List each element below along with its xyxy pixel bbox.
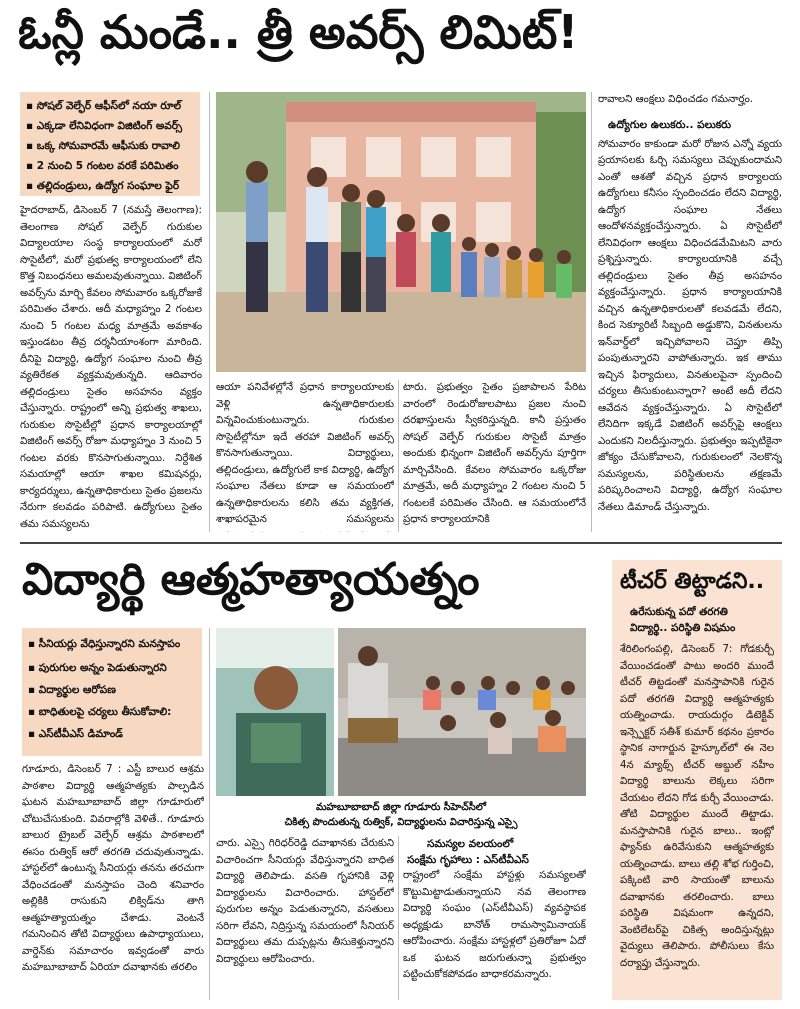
sidebar-bullet (620, 604, 774, 636)
story2-col1 (22, 762, 204, 1000)
story2-bullet-cont: ▪ ఎస్‌టీవీఎస్ డిమాండ్ (28, 724, 196, 744)
sidebar-body (620, 642, 774, 987)
story1-bullet: ▪ 2 నుంచి 5 గంటల వరకే పరిమితం (26, 156, 194, 176)
story2-bullets (22, 628, 202, 756)
story1-col3-text: టారు. ప్రభుత్వం సైతం ప్రజాపాలన పేరిట వారంలో రెండురోజులపాటు ప్రజల నుంచి దరఖాస్తులను స్వీకరిస్తున్నది. కానీ ప్రస్తుతం సోషల్ వెల్ఫేర్ గురుకుల సొసైటీ మాత్రం అందుకు భిన్నంగా విజిటింగ్ అవర్స్‌ను పూర్తిగా మార్చివేసింది. కేవలం సోమవారం ఒక్కరోజు మాత్రమే, అదీ మధ్యాహ్నం 2 గంటల నుంచి 5 గంటలకే పరిమితం చేసింది. ఆ సమయంలోనే ప్రధాన కార్యాలయానికి (403, 382, 586, 525)
story1-bullet: ▪ ఎక్కడా లేనివిధంగా విజిటింగ్ అవర్స్ (26, 116, 194, 136)
story2-col3-sub1: సమస్యల వలయంలో (427, 838, 514, 850)
column-divider (209, 628, 210, 1000)
story1-col2 (216, 380, 394, 532)
students-photo (216, 92, 586, 372)
sidebar-bullet-line1: ఉరేసుకున్న పదో తరగతి (630, 606, 728, 618)
photo-caption (216, 800, 586, 830)
story-separator (20, 542, 782, 544)
column-divider (398, 836, 399, 1000)
story2-headline: విద్యార్థి ఆత్మహత్యాయత్నం (22, 554, 480, 605)
story1-col2-text: ఆయా పనివేళల్లోనే ప్రధాన కార్యాలయాలకు వెళ్లి ఉన్నతాధికారులకు విన్నవించుకుంటున్నారు. గురుకుల సొసైటీల్లోనూ ఇదే తరహా విజిటింగ్ అవర్స్ కొనసాగుతున్నాయి. విద్యార్థులు, తల్లిదండ్రులు, ఉద్యోగులే కాక విద్యార్థి, ఉద్యోగ సంఘాల నేతలు కూడా ఆ సమయంలో ఉన్నతాధికారులను కలిసి తమ వ్యక్తిగత, శాఖాపరమైన సమస్యలను (216, 382, 394, 525)
story2-col1-text: గూడూరు, డిసెంబర్ 7 : ఎస్టీ బాలుర ఆశ్రమ పాఠశాల విద్యార్థి ఆత్మహత్యకు పాల్పడిన ఘటన మహబూబాబాద్ జిల్లా గూడూరులో చోటుచేసుకుంది. వివరాల్లోకి వెళితే.. గూడూరు బాలుర ట్రైబల్ వెల్ఫేర్ ఆశ్రమ పాఠశాలలో ఈసం రుత్విక్ ఆరో తరగతి చదువుతున్నాడు. హాస్టల్‌లో ఉంటున్న సీనియర్లు తనను తరచుగా వేధించడంతో మనస్తాపం చెంది శనివారం అల్లికికి రాసుకుని లిక్విడ్‌ను తాగి ఆత్మహత్యాయత్నం చేశాడు. వెంటనే గమనించిన తోటి విద్యార్థులు ఉపాధ్యాయులు, వార్డెన్‌కు సమాచారం ఇవ్వడంతో వారు మహబూబాబాద్ ఏరియా దవాఖానకు తరలిం (22, 764, 204, 973)
story1-bullet: ▪ సోషల్ వెల్ఫేర్ ఆఫీస్‌లో నయా రూల్ (26, 96, 194, 116)
inquiry-photo (338, 628, 586, 796)
caption-line1: మహబూబాబాద్ జిల్లా గూడూరు సీహెచ్‌సీలో (315, 802, 487, 813)
sidebar-story (612, 560, 782, 1000)
story1-col4-subheading: ఉద్యోగుల ఉలుకరు.. పలుకరు (608, 118, 732, 131)
column-divider (209, 92, 210, 532)
story1-bullet: ▪ తల్లిదండ్రులు, ఉద్యోగ సంఘాల ఫైర్ (26, 176, 194, 196)
story2-col3-text: రాష్ట్రంలో సంక్షేమ హాస్టళ్లు సమస్యలతో కొట్టుమిట్టాడుతున్నాయని నవ తెలంగాణ విద్యార్థి సంఘం (ఎస్‌టీవీఎస్) వ్యవస్థాపక అధ్యక్షుడు బానోత్ రామస్వామినాయక్ ఆరోపించారు. సంక్షేమ హాస్టళ్లలో ప్రతిరోజూ ఏదో ఒక ఘటన జరుగుతున్నా ప్రభుత్వం పట్టించుకోకపోవడం బాధాకరమన్నారు. (403, 870, 586, 980)
story2-bullet: ▪ పురుగుల అన్నం పెడుతున్నారని (28, 656, 196, 680)
story2-col2-text: చారు. ఎస్సై గిరిధర్‌రెడ్డి దవాఖానకు చేరుకుని విచారించగా సీనియర్లు వేధిస్తున్నారని బాధిత విద్యార్థి తెలిపాడు. వసతి గృహానికి వెళ్లి విద్యార్థులను విచారించారు. హాస్టల్‌లో పురుగుల అన్నం పెడుతున్నారని, వసతులు సరిగా లేవని, నిద్రిస్తున్న సమయంలో సీనియర్ విద్యార్థులు తమ దుప్పట్లను తీసుకెళ్తున్నారని విద్యార్థులు ఆరోపించారు. (216, 838, 394, 965)
story1-col3 (403, 380, 586, 532)
story1-bullet: ▪ ఒక్క సోమవారమే ఆఫీసుకు రావాలి (26, 136, 194, 156)
column-divider (591, 92, 592, 532)
story1-col1 (20, 203, 202, 533)
story1-headline: ఓన్లీ మండే.. త్రీ అవర్స్ లిమిట్! (18, 5, 579, 59)
caption-line2: చికిత్స పొందుతున్న రుత్విక్, విద్యార్థులను విచారిస్తున్న ఎస్సై (284, 817, 518, 828)
story1-bullets (20, 92, 200, 196)
story2-bullet: ▪ బాధితులపై చర్యలు తీసుకోవాలి: (28, 700, 196, 724)
column-divider (398, 380, 399, 532)
sidebar-headline: టీచర్ తిట్టాడని.. (620, 569, 765, 594)
story1-col4-text: సోమవారం కాకుండా మరో రోజున ఎన్నో వ్యయ ప్రయాసలకు ఓర్చి సమస్యలు చెప్పుకుందామని ఎంతో ఆశతో వచ్చిన ప్రధాన కార్యాలయ ఉద్యోగులు కనీసం స్పందించడం లేదని విద్యార్థి, ఉద్యోగ సంఘాల నేతలు ఆందోళనవ్యక్తంచేస్తున్నారు. ఏ సొసైటీలో లేనివిధంగా ఆంక్షలు విధించడమేమిటని వారు ప్రశ్నిస్తున్నారు. కార్యాలయానికి వచ్చే తల్లిదండ్రులు సైతం తీవ్ర అసహనం వ్యక్తంచేస్తున్నారు. ప్రధాన కార్యాలయానికి వచ్చిన ఉన్నతాధికారులతో కలవడమే లేదని, కింద సెక్యూరిటీ సిబ్బంది అడ్డుకొని, వినతులను ఇన్‌వార్డ్‌లో ఇచ్చిపోవాలని చెప్తూ తిప్పి పంపుతున్నారని వాపోతున్నారు. ఇక తాము ఇచ్చిన ఫిర్యాదులు, వినతులపైనా స్పందించి చర్యలు తీసుకుంటున్నారా? అంటే అదీ లేదని ఆవేదన వ్యక్తంచేస్తున్నారు. ఏ సొసైటీలో లేనిదిగా ఇక్కడే విజిటింగ్ అవర్స్‌పై ఆంక్షలు ఎందుకని నిలదీస్తున్నారు. ప్రభుత్వం ఇప్పటికైనా జోక్యం చేసుకోవాలని, గురుకులంలో నెలకొన్న సమస్యలను, పరిస్థితులను తక్షణమే పరిష్కరించాలని విద్యార్థి, ఉద్యోగ సంఘాల నేతలు డిమాండ్ చేస్తున్నారు. (598, 138, 782, 513)
patient-illustration (216, 628, 334, 796)
story2-bullet: ▪ సీనియర్లు వేధిస్తున్నారని మనస్తాపం (28, 632, 196, 656)
sidebar-body-text: శేరిలింగంపల్లి, డిసెంబర్ 7: గోడకుర్చీ వేయించడంతో పాటు అందరి ముందే టీచర్ తిట్టడంతో మనస్తాపానికి గురైన పదో తరగతి విద్యార్థి ఆత్మహత్యకు యత్నించాడు. రాయదుర్గం డిటెక్టివ్ ఇన్స్పెక్టర్ సతీశ్ కుమార్ కథనం ప్రకారం స్థానిక నాగార్జున హైస్కూల్‌లో ఈ నెల 4న మ్యాథ్స్ టీచర్ అబ్దుల్ నహీం విద్యార్థి బాలును లెక్కలు సరిగా చేయటం లేదని గోడ కుర్చీ వేయించాడు. తోటి విద్యార్థుల ముందే తిట్టాడు. మనస్తాపానికి గురైన బాలు.. ఇంట్లో ఫ్యాన్‌కు ఉరివేసుకుని ఆత్మహత్యకు యత్నించాడు. బాలు తల్లి శోభ గుర్తించి, పక్కింటి వారి సాయంతో బాలును దవాఖానకు తరలించారు. బాలు పరిస్థితి విషమంగా ఉన్నదని, వెంటిలేటర్‌పై చికిత్స అందిస్తున్నట్లు వైద్యులు తెలిపారు. పోలీసులు కేసు దర్యాప్తు చేస్తున్నారు. (620, 644, 774, 969)
story2-bullet-cont: ▪ విద్యార్థుల ఆరోపణ (28, 680, 196, 700)
inquiry-illustration (338, 628, 586, 796)
story1-col4-intro: రావాలని ఆంక్షలు విధించడం గమనార్హం. (598, 94, 753, 105)
story1-col1-text: హైదరాబాద్, డిసెంబర్ 7 (నమస్తే తెలంగాణ): తెలంగాణ సోషల్ వెల్ఫేర్ గురుకుల విద్యాలయాల సంస్థ కార్యాలయంలో మరో సొసైటీలో, మరో ప్రభుత్వ కార్యాలయంలో లేని కొత్త నిబంధనలు అమలవుతున్నాయి. విజిటింగ్ అవర్స్‌ను మార్చి కేవలం సోమవారం ఒక్కరోజుకే పరిమితం చేశారు. అదీ మధ్యాహ్నం 2 గంటల నుంచి 5 గంటల మధ్య మాత్రమే అవకాశం ఇస్తుండటం తీవ్ర దర్శనీయాంశంగా మారింది. దీనిపై విద్యార్థి, ఉద్యోగ సంఘాల నుంచి తీవ్ర వ్యతిరేకత వ్యక్తమవుతున్నది. ఆదివారం తల్లిదండ్రులు సైతం అసహనం వ్యక్తం చేస్తున్నారు. రాష్ట్రంలో అన్ని ప్రభుత్వ శాఖలు, గురుకుల సొసైటీల్లో ప్రధాన కార్యాలయాల్లో విజిటింగ్ అవర్స్ రోజూ మధ్యాహ్నం 3 నుంచి 5 గంటల వరకు కొనసాగుతున్నాయి. నిర్దేశిత సమయాల్లో ఆయా శాఖల కమిషనర్లు, కార్యదర్శులు, ఉన్నతాధికారులు సైతం ప్రజలను నేరుగా కలవడం పరిపాటి. ఉద్యోగులు సైతం తమ సమస్యలను (20, 205, 202, 530)
story2-col3 (403, 836, 586, 1000)
students-illustration (216, 92, 586, 372)
hospital-photo (216, 628, 334, 796)
story2-col2 (216, 836, 394, 1000)
sidebar-bullet-line2: విద్యార్థి.. పరిస్థితి విషమం (630, 622, 736, 634)
story2-col3-sub2: సంక్షేమ గృహాలు : ఎస్‌టీవీఎస్ (407, 854, 529, 866)
story1-col4 (598, 92, 782, 532)
